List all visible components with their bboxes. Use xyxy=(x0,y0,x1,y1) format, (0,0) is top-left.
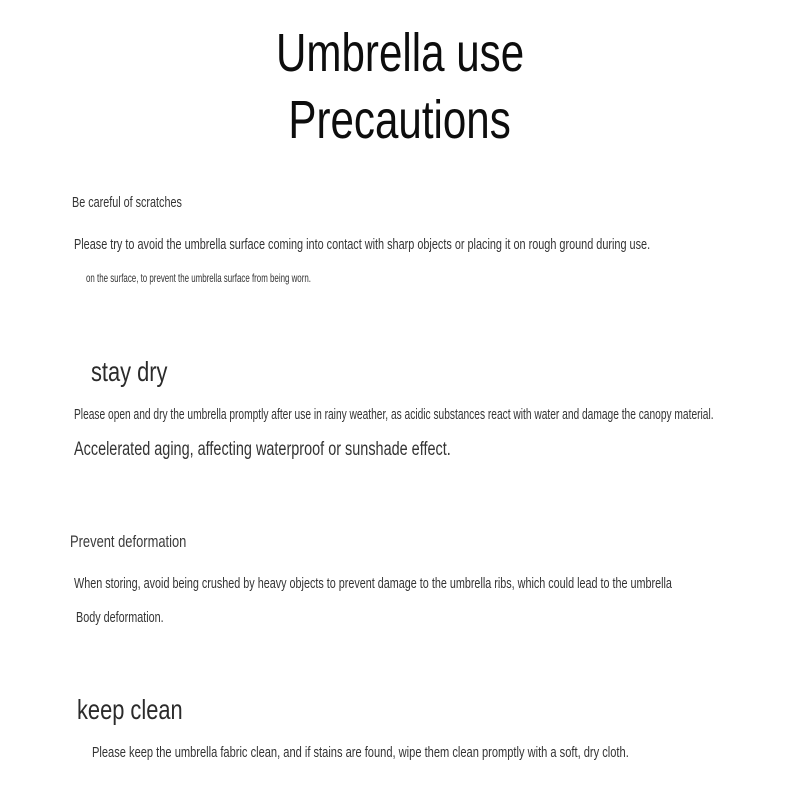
section-body-keep-clean-line-1 xyxy=(92,744,800,761)
page-title-line-1 xyxy=(0,22,800,84)
page-title-text-1: Umbrella use xyxy=(275,23,525,83)
section-heading-text: keep clean xyxy=(77,694,183,725)
section-body-deformation-line-1 xyxy=(74,575,800,592)
section-body-text: Accelerated aging, affecting waterproof or sunshade effect. xyxy=(74,439,451,460)
section-heading-keep-clean xyxy=(77,694,212,726)
section-body-stay-dry-line-1 xyxy=(74,406,800,423)
section-body-text: Please open and dry the umbrella promptly after use in rainy weather, as acidic substances react with water and damage the canopy material. xyxy=(74,406,714,423)
section-body-scratches-line-1 xyxy=(74,236,800,253)
section-body-scratches-line-2 xyxy=(86,271,427,285)
section-body-stay-dry-line-2 xyxy=(74,439,570,461)
section-body-text: on the surface, to prevent the umbrella surface from being worn. xyxy=(86,271,311,285)
section-body-text: When storing, avoid being crushed by heavy objects to prevent damage to the umbrella ribs, which could lead to the umbrella xyxy=(74,575,672,592)
section-body-deformation-line-2 xyxy=(76,609,198,626)
section-heading-prevent-deformation xyxy=(70,532,223,552)
section-body-text: Body deformation. xyxy=(76,609,164,626)
section-heading-text: stay dry xyxy=(91,356,168,387)
section-heading-stay-dry xyxy=(91,356,189,388)
section-heading-text: Prevent deformation xyxy=(70,532,187,551)
section-body-text: Please keep the umbrella fabric clean, and if stains are found, wipe them clean promptly with a soft, dry cloth. xyxy=(92,744,629,761)
section-heading-text: Be careful of scratches xyxy=(72,194,182,211)
section-heading-scratches xyxy=(72,194,225,211)
page-title-text-2: Precautions xyxy=(288,90,512,150)
section-body-text: Please try to avoid the umbrella surface coming into contact with sharp objects or placing it on rough ground during use. xyxy=(74,236,651,253)
page-title-line-2 xyxy=(0,89,800,151)
